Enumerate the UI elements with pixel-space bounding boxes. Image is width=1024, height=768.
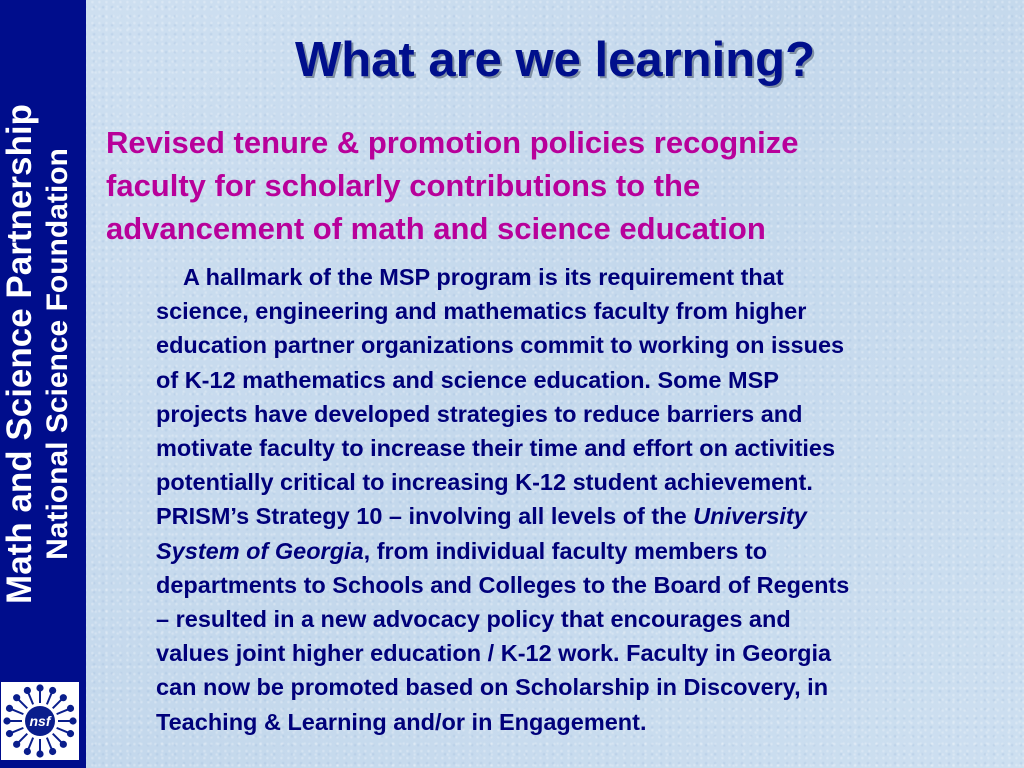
body-line: can now be promoted based on Scholarship in Discovery, in: [156, 674, 829, 701]
sidebar-agency-name: National Science Foundation: [41, 148, 74, 560]
nsf-logo-dot: [61, 742, 66, 747]
nsf-logo-dot: [68, 731, 73, 736]
body-line: [156, 534, 1006, 568]
subtitle-line: Revised tenure & promotion policies recognize: [106, 125, 799, 160]
body-line: – resulted in a new advocacy policy that encourages and: [156, 606, 791, 633]
nsf-logo-dot: [7, 731, 12, 736]
body-line: departments to Schools and Colleges to the Board of Regents: [156, 571, 850, 598]
body-line: projects have developed strategies to reduce barriers and: [156, 400, 803, 427]
body-line: [156, 499, 1006, 533]
body-line: motivate faculty to increase their time and effort on activities: [156, 435, 836, 462]
body-line: science, engineering and mathematics faculty from higher: [156, 298, 807, 325]
nsf-logo-dot: [4, 718, 9, 723]
sidebar-program-name: Math and Science Partnership: [0, 104, 39, 604]
nsf-logo-dot: [70, 718, 75, 723]
subtitle-line: advancement of math and science education: [106, 211, 766, 246]
body-paragraph: [156, 260, 1006, 739]
body-line: values joint higher education / K-12 work. Faculty in Georgia: [156, 640, 832, 667]
sidebar: [0, 0, 86, 768]
prism-prefix: PRISM’s Strategy 10 – involving all levels of the: [156, 503, 694, 530]
nsf-logo-dot: [25, 688, 30, 693]
nsf-logo-icon: [1, 682, 79, 760]
body-line: A hallmark of the MSP program is its requirement that: [183, 264, 784, 290]
nsf-logo-dot: [68, 706, 73, 711]
body-line: education partner organizations commit to working on issues: [156, 332, 845, 359]
nsf-logo-dot: [50, 688, 55, 693]
nsf-logo-dot: [7, 706, 12, 711]
prism-suffix: , from individual faculty members to: [363, 537, 768, 564]
nsf-logo-text: nsf: [29, 713, 51, 729]
nsf-logo-dot: [61, 695, 66, 700]
nsf-logo: [1, 682, 79, 760]
nsf-logo-dot: [37, 685, 42, 690]
body-line: of K-12 mathematics and science education. Some MSP: [156, 366, 779, 393]
page-title: What are we learning?: [294, 33, 816, 87]
sidebar-vertical-text: [0, 44, 86, 664]
nsf-logo-dot: [37, 751, 42, 756]
nsf-logo-dot: [25, 749, 30, 754]
prism-italic-system: System of Georgia: [156, 537, 364, 564]
nsf-logo-dot: [14, 695, 19, 700]
subtitle-line: faculty for scholarly contributions to the: [106, 168, 701, 203]
subtitle: [106, 121, 986, 250]
prism-italic-university: University: [693, 503, 807, 530]
nsf-logo-dot: [50, 749, 55, 754]
body-line: potentially critical to increasing K-12 student achievement.: [156, 469, 813, 496]
body-line: Teaching & Learning and/or in Engagement.: [156, 708, 647, 735]
nsf-logo-dot: [14, 742, 19, 747]
